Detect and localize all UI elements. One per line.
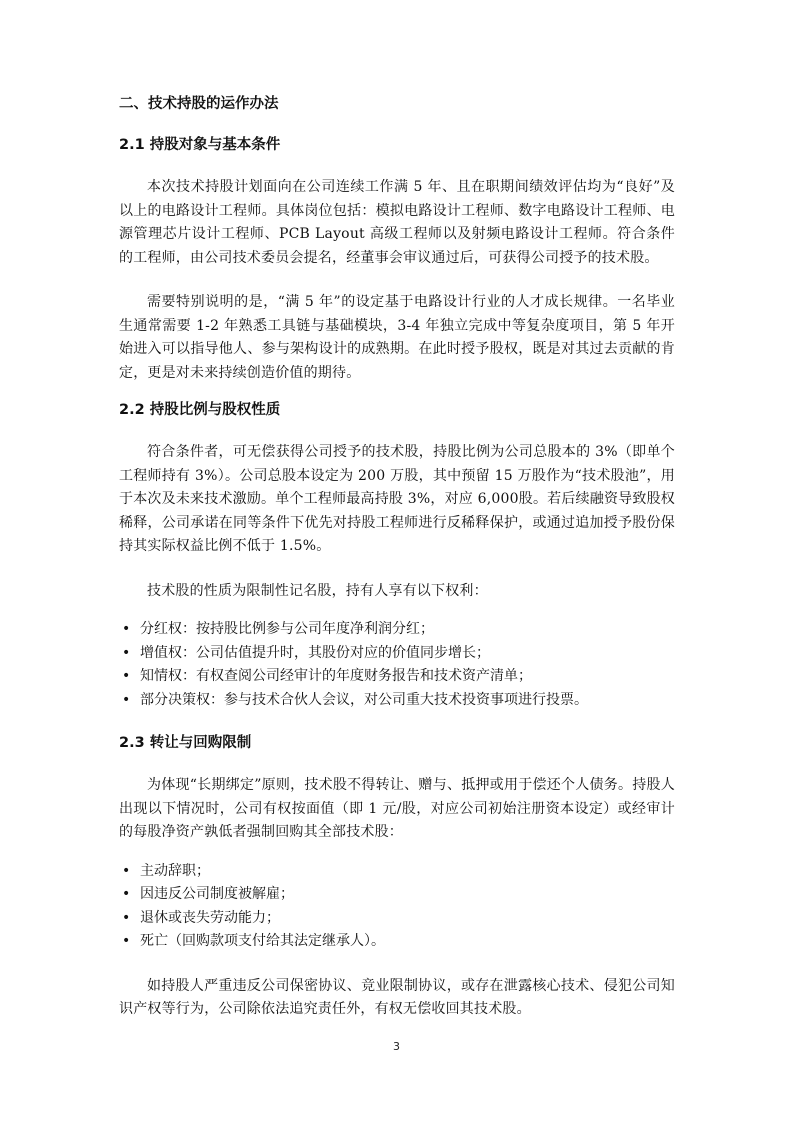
paragraph-2-2-nature: 技术股的性质为限制性记名股，持有人享有以下权利： [147, 582, 488, 599]
paragraph-2-3-forfeiture: 如持股人严重违反公司保密协议、竞业限制协议，或存在泄露核心技术、侵犯公司知识产权等行为，公司除依法追究责任外，有权无偿收回其技术股。 [119, 977, 675, 1017]
buyback-conditions-list [119, 860, 675, 954]
bullet-icon: • [122, 691, 131, 708]
bullet-icon: • [122, 644, 131, 661]
bullet-icon: • [122, 933, 131, 949]
list-item: • 死亡（回购款项支付给其法定继承人）。 [119, 930, 675, 954]
list-item: • 增值权：公司估值提升时，其股份对应的价值同步增长； [119, 642, 675, 666]
paragraph-2-3-restriction: 为体现“长期绑定”原则，技术股不得转让、赠与、抵押或用于偿还个人债务。持股人出现以下情况时，公司有权按面值（即 1 元/股，对应公司初始注册资本设定）或经审计的每股净资产孰低者强制回购其全部技术股： [119, 777, 675, 840]
heading-2-3: 2.3 转让与回购限制 [119, 735, 252, 751]
list-item: • 因违反公司制度被解雇； [119, 883, 675, 907]
bullet-icon: • [122, 621, 131, 637]
bullet-icon: • [122, 886, 131, 902]
paragraph-2-2-ratio: 符合条件者，可无偿获得公司授予的技术股，持股比例为公司总股本的 3%（即单个工程师持有 3%）。公司总股本设定为 200 万股，其中预留 15 万股作为“技术股池”，用于本次及未来技术激励。单个工程师最高持股 3%，对应 6,000股。若后续融资导致股权稀释，公司承诺在同等条件下优先对持股工程师进行反稀释保护，或通过追加授予股份保持其实际权益比例不低于 1.5%。 [119, 444, 675, 554]
paragraph-2-1-eligibility: 本次技术持股计划面向在公司连续工作满 5 年、且在职期间绩效评估均为“良好”及以上的电路设计工程师。具体岗位包括：模拟电路设计工程师、数字电路设计工程师、电源管理芯片设计工程师、PCB Layout 高级工程师以及射频电路设计工程师。符合条件的工程师，由公司技术委员会提名，经董事会审议通过后，可获得公司授予的技术股。 [119, 179, 675, 266]
heading-2-2: 2.2 持股比例与股权性质 [119, 402, 281, 418]
bullet-icon: • [122, 862, 131, 879]
page-content [119, 94, 675, 1043]
bullet-icon: • [122, 909, 131, 926]
heading-2-1: 2.1 持股对象与基本条件 [119, 137, 281, 153]
list-item: • 分红权：按持股比例参与公司年度净利润分红； [119, 618, 675, 642]
rights-list [119, 618, 675, 712]
section-title: 二、技术持股的运作办法 [119, 96, 279, 112]
bullet-icon: • [122, 668, 131, 684]
list-item: • 知情权：有权查阅公司经审计的年度财务报告和技术资产清单； [119, 665, 675, 689]
page-number: 3 [393, 1040, 400, 1053]
paragraph-2-1-rationale: 需要特别说明的是，“满 5 年”的设定基于电路设计行业的人才成长规律。一名毕业生通常需要 1-2 年熟悉工具链与基础模块，3-4 年独立完成中等复杂度项目，第 5 年开始进入可以指导他人、参与架构设计的成熟期。在此时授予股权，既是对其过去贡献的肯定，更是对未来持续创造价值的期待。 [119, 294, 675, 381]
list-item: • 主动辞职； [119, 860, 675, 884]
list-item: • 退休或丧失劳动能力； [119, 907, 675, 931]
list-item: • 部分决策权：参与技术合伙人会议，对公司重大技术投资事项进行投票。 [119, 689, 675, 713]
